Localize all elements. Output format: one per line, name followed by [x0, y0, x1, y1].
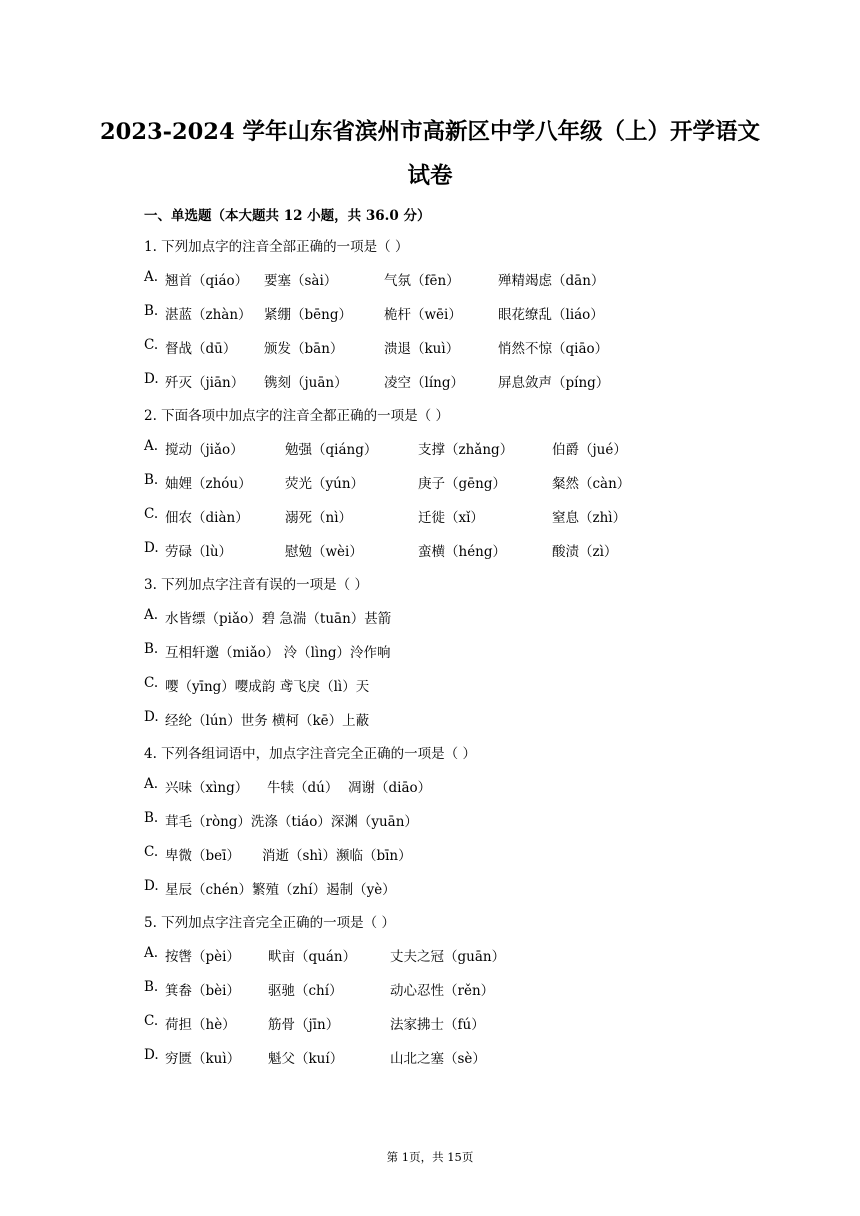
- option-item: 殚精竭虑（dān）: [498, 273, 605, 289]
- option-item: 溃退（kuì）: [384, 341, 460, 357]
- question-stem: 5. 下列加点字注音完全正确的一项是（ ）: [144, 915, 395, 931]
- option-item: 嘤（yīng）嘤成韵 鸢飞戾（lì）天: [165, 679, 370, 695]
- option-letter: D.: [144, 540, 159, 556]
- option-letter: A.: [144, 776, 159, 792]
- option-letter: C.: [144, 337, 159, 353]
- option-item: 丈夫之冠（guān）: [390, 949, 506, 965]
- option-item: 紧绷（bēng）: [264, 307, 352, 323]
- page-footer: 第 1页，共 15页: [386, 1150, 474, 1164]
- question-stem: 1. 下列加点字的注音全部正确的一项是（ ）: [144, 239, 409, 255]
- option-item: 蛮横（héng）: [418, 544, 507, 560]
- option-item: 悄然不惊（qiāo）: [498, 341, 609, 357]
- option-item: 勉强（qiáng）: [285, 442, 378, 458]
- option-letter: B.: [144, 979, 159, 995]
- option-item: 魁父（kuí）: [268, 1051, 344, 1067]
- option-letter: B.: [144, 303, 159, 319]
- option-item: 溺死（nì）: [285, 510, 353, 526]
- option-item: 桅杆（wēi）: [384, 307, 462, 323]
- option-item: 要塞（sài）: [264, 273, 338, 289]
- option-item: 穷匮（kuì）: [165, 1051, 241, 1067]
- option-letter: C.: [144, 1013, 159, 1029]
- option-item: 搅动（jiǎo）: [165, 442, 244, 458]
- option-item: 兴味（xìng）: [165, 780, 249, 796]
- option-item: 气氛（fēn）: [384, 273, 460, 289]
- option-item: 凌空（líng）: [384, 375, 464, 391]
- option-item: 动心忍性（rěn）: [390, 983, 495, 999]
- option-item: 箕畚（bèi）: [165, 983, 240, 999]
- question-stem: 2. 下面各项中加点字的注音全都正确的一项是（ ）: [144, 408, 449, 424]
- option-item: 窒息（zhì）: [552, 510, 627, 526]
- option-item: 妯娌（zhóu）: [165, 476, 252, 492]
- option-item: 按辔（pèi）: [165, 949, 240, 965]
- option-item: 荧光（yún）: [285, 476, 365, 492]
- option-item: 荷担（hè）: [165, 1017, 236, 1033]
- option-item: 凋谢（diāo）: [348, 780, 432, 796]
- section-heading: 一、单选题（本大题共 12 小题，共 36.0 分）: [144, 208, 431, 224]
- option-item: 翘首（qiáo）: [165, 273, 249, 289]
- option-letter: B.: [144, 641, 159, 657]
- option-letter: B.: [144, 810, 159, 826]
- option-item: 迁徙（xǐ）: [418, 510, 484, 526]
- option-item: 法家拂士（fú）: [390, 1017, 485, 1033]
- option-item: 山北之塞（sè）: [390, 1051, 486, 1067]
- option-item: 颁发（bān）: [264, 341, 344, 357]
- option-item: 水皆缥（piǎo）碧 急湍（tuān）甚箭: [165, 611, 392, 627]
- option-item: 消逝（shì）濒临（bīn）: [262, 848, 412, 864]
- option-letter: A.: [144, 438, 159, 454]
- option-item: 驱驰（chí）: [268, 983, 343, 999]
- option-letter: B.: [144, 472, 159, 488]
- option-item: 酸渍（zì）: [552, 544, 618, 560]
- option-item: 牛犊（dú）: [267, 780, 339, 796]
- option-item: 畎亩（quán）: [268, 949, 357, 965]
- option-item: 支撑（zhǎng）: [418, 442, 514, 458]
- option-letter: C.: [144, 844, 159, 860]
- page-title-continued: 试卷: [407, 163, 453, 189]
- option-item: 粲然（càn）: [552, 476, 631, 492]
- option-item: 佃农（diàn）: [165, 510, 249, 526]
- option-item: 慰勉（wèi）: [285, 544, 363, 560]
- option-item: 互相轩邈（miǎo） 泠（lìng）泠作响: [165, 645, 391, 661]
- option-letter: A.: [144, 945, 159, 961]
- option-letter: A.: [144, 607, 159, 623]
- question-stem: 4. 下列各组词语中，加点字注音完全正确的一项是（ ）: [144, 746, 476, 762]
- option-letter: C.: [144, 506, 159, 522]
- option-item: 卑微（beī）: [165, 848, 240, 864]
- option-item: 星辰（chén）繁殖（zhí）遏制（yè）: [165, 882, 396, 898]
- option-item: 茸毛（ròng）洗涤（tiáo）深渊（yuān）: [165, 814, 418, 830]
- option-item: 镌刻（juān）: [264, 375, 348, 391]
- option-letter: D.: [144, 878, 159, 894]
- option-item: 歼灭（jiān）: [165, 375, 245, 391]
- question-stem: 3. 下列加点字注音有误的一项是（ ）: [144, 577, 368, 593]
- option-item: 劳碌（lù）: [165, 544, 233, 560]
- option-letter: D.: [144, 1047, 159, 1063]
- option-item: 屏息敛声（píng）: [498, 375, 610, 391]
- option-letter: D.: [144, 371, 159, 387]
- option-letter: D.: [144, 709, 159, 725]
- option-item: 督战（dū）: [165, 341, 237, 357]
- option-item: 庚子（gēng）: [418, 476, 506, 492]
- option-item: 伯爵（jué）: [552, 442, 627, 458]
- option-letter: A.: [144, 269, 159, 285]
- option-letter: C.: [144, 675, 159, 691]
- page-title: 2023-2024 学年山东省滨州市高新区中学八年级（上）开学语文: [100, 119, 760, 145]
- option-item: 湛蓝（zhàn）: [165, 307, 252, 323]
- option-item: 经纶（lún）世务 横柯（kē）上蔽: [165, 713, 370, 729]
- option-item: 筋骨（jīn）: [268, 1017, 340, 1033]
- option-item: 眼花缭乱（liáo）: [498, 307, 604, 323]
